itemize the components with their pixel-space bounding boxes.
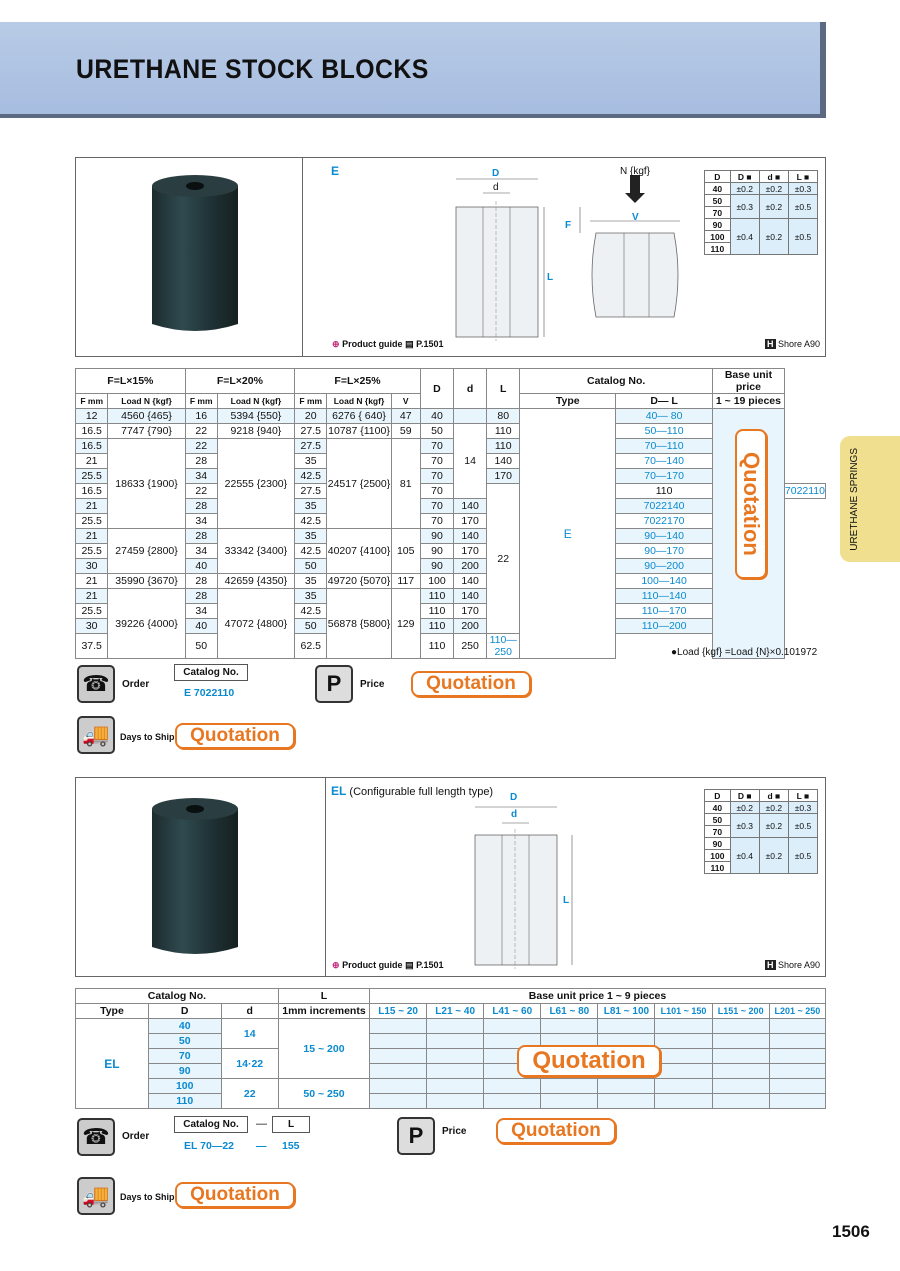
table-row: 25.5 34 42.5 110 170 110—170 xyxy=(76,604,826,619)
e-quotation-cell: Quotation xyxy=(713,409,785,659)
table-row: 50 xyxy=(76,1034,826,1049)
e-diagram-L: L xyxy=(547,272,554,283)
e-tolerance-table: D D ■ d ■ L ■ 40 ±0.2 ±0.2 ±0.3 50 ±0.3 ±0.2 ±0.5 70 90 ±0.4 ±0.2 ±0.5 100 110 xyxy=(704,170,818,255)
table-row: 70 14·22 xyxy=(76,1049,826,1064)
e-diagram-N: N {kgf} xyxy=(620,166,651,177)
e-order-label: Order xyxy=(122,679,150,690)
e-divider xyxy=(302,157,303,357)
el-spec-table: Catalog No. L Base unit price 1 ~ 9 pieces Type D d 1mm increments L15 ~ 20 L21 ~ 40 L41 ~ 60 L61 ~ 80 L81 ~ 100 L101 ~ 150 L151 ~ 200 L201 ~ 250 EL 40 14 15 ~ 200 50 70 14·22 90 100 22 50 ~ 250 110 xyxy=(75,988,826,1109)
el-order-label: Order xyxy=(122,1131,150,1142)
table-row: 16.5 7747 {790} 22 9218 {940} 27.5 10787 {1100} 59 50 14 110 50—110 xyxy=(76,424,826,439)
table-row: 16.5 18633 {1900} 22 22555 {2300} 27.5 24517 {2500} 81 70 110 70—110 xyxy=(76,439,826,454)
table-row: 30 40 50 110 200 110—200 xyxy=(76,619,826,634)
table-row: 30 40 50 90 200 90—200 xyxy=(76,559,826,574)
e-diagram-d: d xyxy=(493,182,499,193)
table-row: 21 27459 {2800} 28 33342 {3400} 35 40207 {4100} 105 90 140 90—140 xyxy=(76,529,826,544)
price-icon: P xyxy=(397,1117,435,1155)
e-price-label: Price xyxy=(360,679,385,690)
table-row: 21 35990 {3670} 28 42659 {4350} 35 49720 {5070} 117 100 140 100—140 xyxy=(76,574,826,589)
e-days-label: Days to Ship xyxy=(120,732,175,742)
el-days-quotation[interactable]: Quotation xyxy=(175,1182,295,1208)
e-product-guide[interactable]: ⊕ Product guide ▤ P.1501 xyxy=(332,339,444,349)
el-tolerance-table: D D ■ d ■ L ■ 40 ±0.2 ±0.2 ±0.3 50 ±0.3 ±0.2 ±0.5 70 90 ±0.4 ±0.2 ±0.5 100 110 xyxy=(704,789,818,874)
e-spec-table: F=L×15% F=L×20% F=L×25% D d L Catalog No. Base unit price F mm Load N {kgf} F mm Load N {kgf} F mm Load N {kgf} V Type D— L 1 ~ 19 pieces 12 4560 {465} 16 5394 {550} 20 6276 { 640} 47 40 80 E 40— 80 Quotation 16.5 7747 {790} 22 9218 {940} 27.5 10787 {1100} 59 50 14 110 50—110 16.5 18633 {1900} 22 22555 {2300} 27.5 24517 {2500} 81 70 110 70—110 21 28 35 70 140 70—140 25.5 34 42.5 70 170 70—170 16.5 22 27.5 70 22 110 7022110 21 28 35 70 140 7022140 25.5 34 42.5 70 170 7022170 21 27459 {2800} 28 33342 {3400} 35 40207 {4100} 105 90 140 90—140 25.5 34 42.5 90 170 90—170 30 40 50 90 200 90—200 21 35990 {3670} 28 42659 {4350} 35 49720 {5070} 117 100 140 100—140 21 39226 {4000} 28 47072 {4800} 35 56878 {5800} 129 110 140 110—140 25.5 34 42.5 110 170 110—170 30 40 50 110 200 110—200 37.5 50 62.5 110 250 110—250 xyxy=(75,368,826,659)
table-row: 110 xyxy=(76,1094,826,1109)
el-price-quotation[interactable]: Quotation xyxy=(496,1118,616,1144)
page-title: URETHANE STOCK BLOCKS xyxy=(76,54,429,84)
hardness-icon: H xyxy=(767,960,774,970)
el-table-quotation: Quotation xyxy=(517,1045,661,1077)
truck-icon: 🚚 xyxy=(77,1177,115,1215)
phone-icon: ☎ xyxy=(77,1118,115,1156)
e-diagram-F: F xyxy=(565,220,572,231)
el-order-example-dash: — xyxy=(256,1140,267,1152)
el-price-label: Price xyxy=(442,1126,467,1137)
e-days-quotation[interactable]: Quotation xyxy=(175,723,295,749)
el-product-guide[interactable]: ⊕ Product guide ▤ P.1501 xyxy=(332,960,444,970)
table-row: 21 39226 {4000} 28 47072 {4800} 35 56878 {5800} 129 110 140 110—140 xyxy=(76,589,826,604)
e-type-label: E xyxy=(331,164,340,178)
e-diagram-V: V xyxy=(632,212,639,223)
table-row: 12 4560 {465} 16 5394 {550} 20 6276 { 640} 47 40 80 E 40— 80 Quotation xyxy=(76,409,826,424)
e-order-catalog-header: Catalog No. xyxy=(174,664,248,681)
el-diagram-L: L xyxy=(563,895,570,906)
el-days-label: Days to Ship xyxy=(120,1192,175,1202)
el-order-dash: — xyxy=(256,1118,267,1130)
book-icon: ▤ xyxy=(405,960,414,970)
table-row: 21 28 35 70 140 70—140 xyxy=(76,454,826,469)
guide-icon: ⊕ xyxy=(332,339,340,349)
table-row: EL 40 14 15 ~ 200 xyxy=(76,1019,826,1034)
el-order-L-header: L xyxy=(272,1116,310,1133)
table-row: 37.5 50 62.5 110 250 110—250 xyxy=(76,634,826,659)
el-order-example-cat: EL 70—22 xyxy=(184,1140,235,1152)
table-row: 21 28 35 70 140 7022140 xyxy=(76,499,826,514)
table-row: 16.5 22 27.5 70 22 110 7022110 xyxy=(76,484,826,499)
table-row: 25.5 34 42.5 90 170 90—170 xyxy=(76,544,826,559)
e-price-quotation[interactable]: Quotation xyxy=(411,671,531,697)
hardness-icon: H xyxy=(767,339,774,349)
el-divider xyxy=(325,777,326,977)
e-product-photo xyxy=(140,172,250,342)
truck-icon: 🚚 xyxy=(77,716,115,754)
book-icon: ▤ xyxy=(405,339,414,349)
el-order-example-L: 155 xyxy=(282,1140,300,1152)
el-diagram-D: D xyxy=(510,792,518,803)
price-icon: P xyxy=(315,665,353,703)
side-tab-label: URETHANE SPRINGS xyxy=(849,448,860,551)
table-row: 25.5 34 42.5 70 170 7022170 xyxy=(76,514,826,529)
el-type-heading: EL (Configurable full length type) xyxy=(331,784,494,798)
el-order-catalog-header: Catalog No. xyxy=(174,1116,248,1133)
el-product-photo xyxy=(140,795,250,965)
table-row: 25.5 34 42.5 70 170 70—170 xyxy=(76,469,826,484)
table-row: 90 xyxy=(76,1064,826,1079)
e-dimension-diagram xyxy=(440,165,700,345)
phone-icon: ☎ xyxy=(77,665,115,703)
el-shore: H Shore A90 xyxy=(767,960,821,970)
e-footnote: ●Load {kgf} =Load {N}×0.101972 xyxy=(671,647,818,658)
el-diagram-d: d xyxy=(511,809,518,820)
page-number: 1506 xyxy=(832,1222,870,1241)
el-dimension-diagram xyxy=(460,795,590,975)
e-diagram-D: D xyxy=(492,168,500,179)
table-row: 100 22 50 ~ 250 xyxy=(76,1079,826,1094)
e-order-example: E 7022110 xyxy=(184,687,235,699)
e-shore: H Shore A90 xyxy=(767,339,821,349)
guide-icon: ⊕ xyxy=(332,960,340,970)
